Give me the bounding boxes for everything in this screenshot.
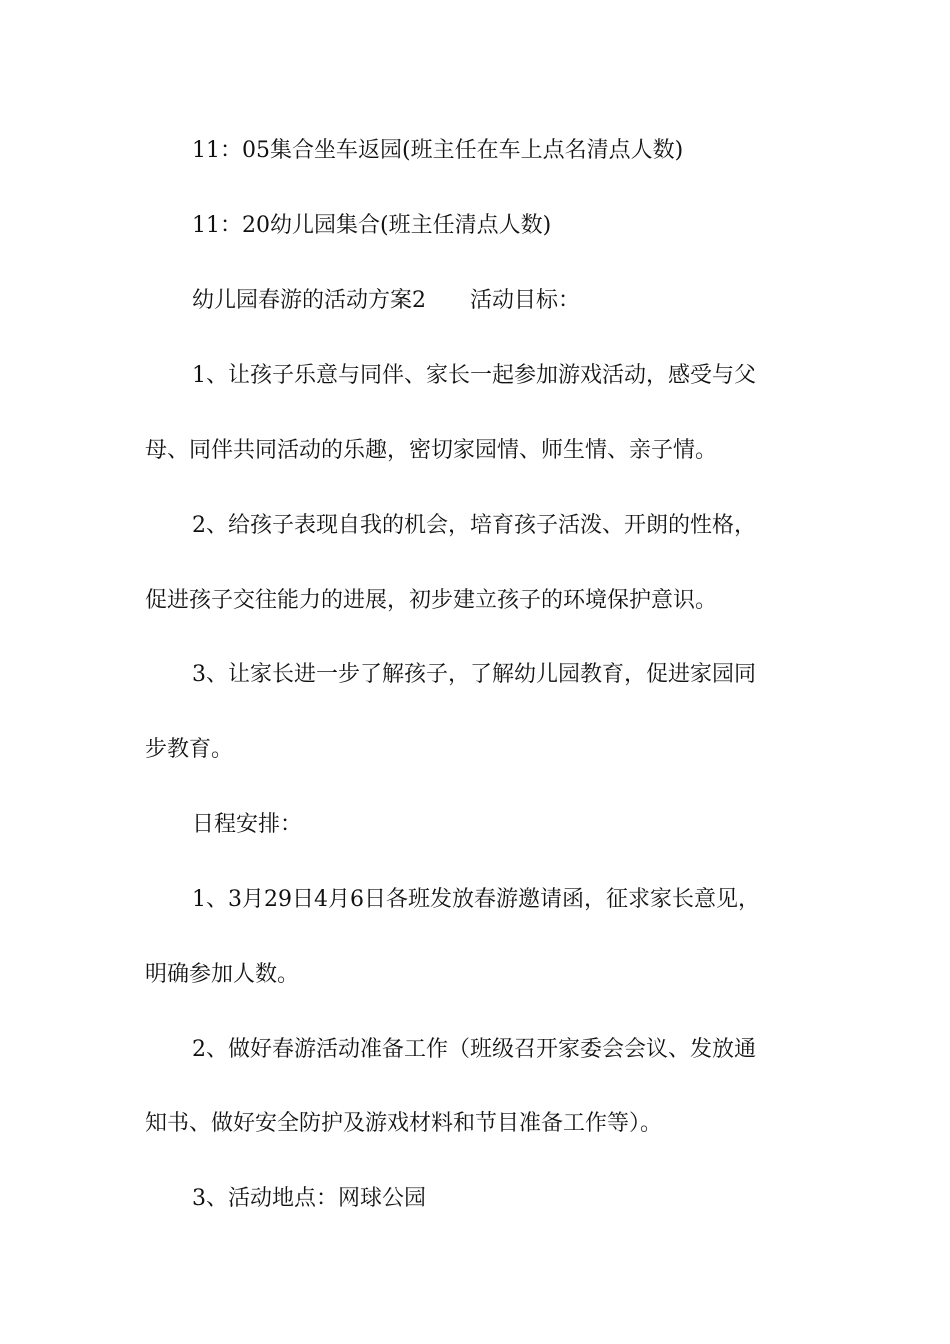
schedule-line-return: 11：05集合坐车返园(班主任在车上点名清点人数) xyxy=(192,138,684,163)
schedule-1-line-2: 明确参加人数。 xyxy=(145,962,300,987)
goal-1-line-2: 母、同伴共同活动的乐趣，密切家园情、师生情、亲子情。 xyxy=(145,438,718,463)
schedule-2-line-2: 知书、做好安全防护及游戏材料和节目准备工作等）。 xyxy=(145,1111,663,1136)
goal-2-line-1: 2、给孩子表现自我的机会，培育孩子活泼、开朗的性格， xyxy=(192,513,756,538)
schedule-heading: 日程安排： xyxy=(192,812,303,837)
schedule-line-gather: 11：20幼儿园集合(班主任清点人数) xyxy=(192,213,552,238)
goal-3-line-1: 3、让家长进一步了解孩子，了解幼儿园教育，促进家园同 xyxy=(192,662,756,687)
schedule-2-line-1: 2、做好春游活动准备工作（班级召开家委会会议、发放通 xyxy=(192,1037,756,1062)
goal-1-line-1: 1、让孩子乐意与同伴、家长一起参加游戏活动，感受与父 xyxy=(192,363,756,388)
section-heading: 幼儿园春游的活动方案2 活动目标： xyxy=(192,288,580,313)
schedule-1-line-1: 1、3月29日4月6日各班发放春游邀请函，征求家长意见， xyxy=(192,887,760,912)
goal-2-line-2: 促进孩子交往能力的进展，初步建立孩子的环境保护意识。 xyxy=(145,588,718,613)
schedule-3-line-1: 3、活动地点：网球公园 xyxy=(192,1186,426,1211)
goal-3-line-2: 步教育。 xyxy=(145,737,234,762)
